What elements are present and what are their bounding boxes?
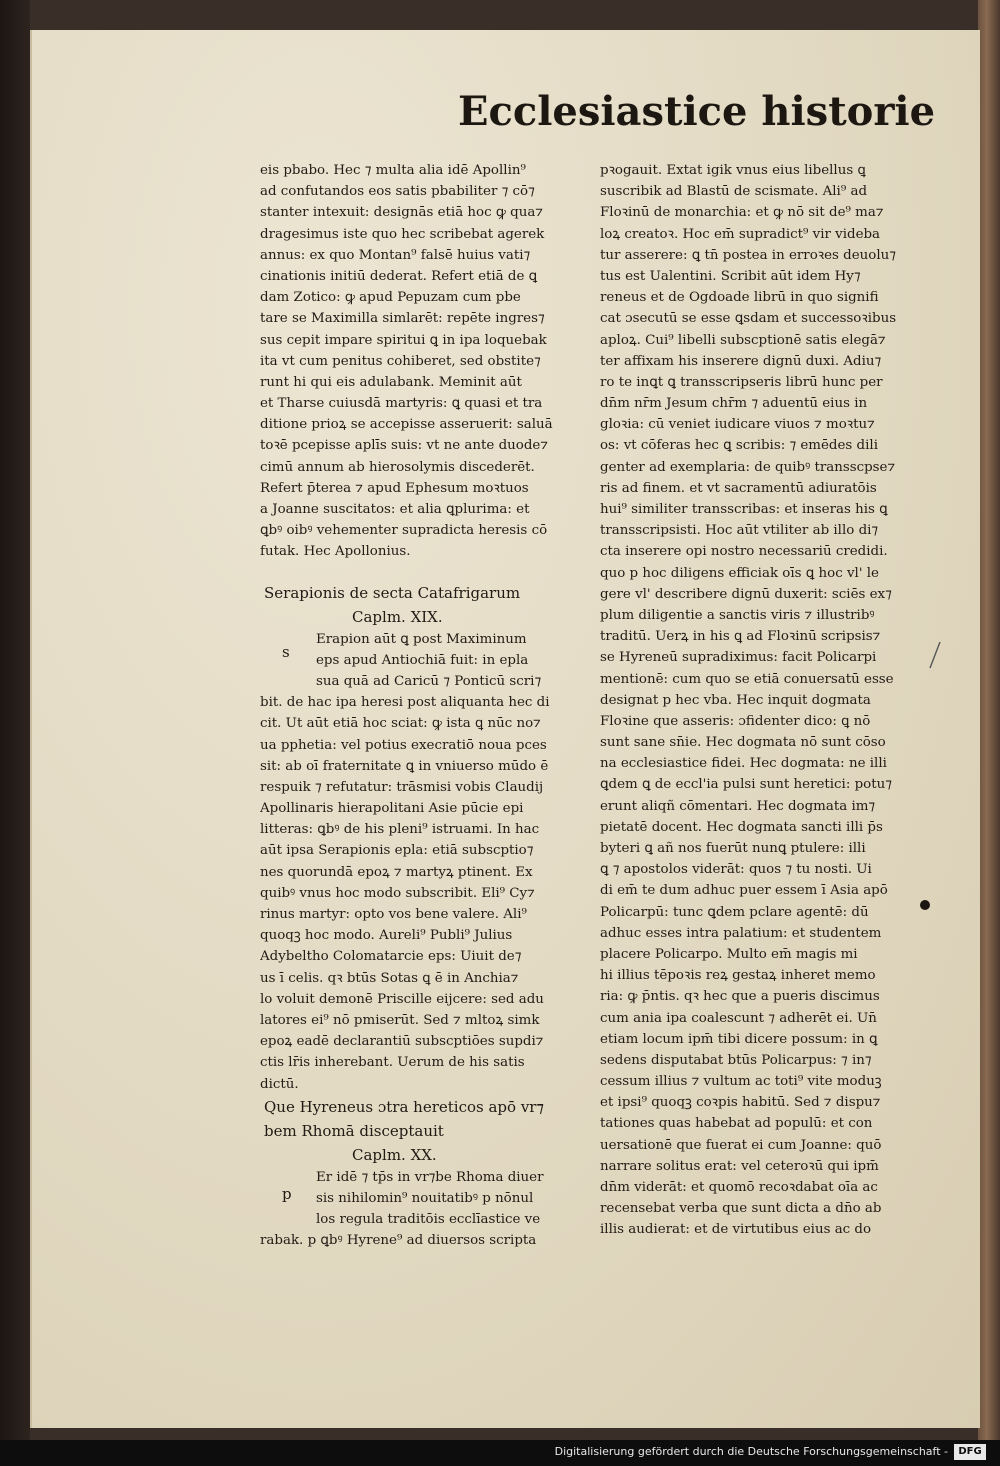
text-line: ua pphetia: vel potius execratiō noua pces (260, 737, 547, 753)
text-line: transscripsisti. Hoc aūt vtiliter ab illo di⁊ (600, 523, 879, 539)
text-line: ꝗdem ꝗ de eccl'ia pulsi sunt heretici: potu⁊ (600, 777, 892, 793)
text-line: ꝗ ⁊ apostolos viderāt: quos ⁊ tu nosti. Ui (600, 862, 872, 878)
text-line: genter ad exemplaria: de quibꝰ transscpse⁊ (600, 459, 896, 475)
text-line: bit. de hac ipa heresi post aliquanta hec di (260, 695, 550, 711)
text-line: quoqꝫ hoc modo. Aureli⁹ Publi⁹ Julius (260, 928, 513, 944)
text-line: ad confutandos eos satis pbabiliter ⁊ cō⁊ (260, 184, 535, 200)
book-spine (0, 0, 30, 1440)
text-line: cessum illius ⁊ vultum ac toti⁹ vite moduꝫ (600, 1074, 882, 1090)
text-line: Erapion aūt ꝗ post Maximinum (316, 631, 527, 647)
text-line: ter affixam his inserere dignū duxi. Adiu⁊ (600, 353, 882, 369)
text-line: a Joanne suscitatos: et alia ꝗplurima: et (260, 502, 530, 517)
chapter-19-title: Serapionis de secta Catafrigarum (264, 583, 521, 602)
text-line: dragesimus iste quo hec scribebat agerek (260, 226, 545, 242)
text-line: us ī celis. qꝛ btūs Sotas ꝗ ē in Anchia⁊ (260, 970, 519, 986)
chapter-20-title-line-1: Que Hyreneus ɔtra hereticos apō vr⁊ (264, 1097, 544, 1116)
text-line: aūt ipsa Serapionis epla: etiā subscptio⁊ (260, 843, 534, 859)
text-line: rinus martyr: opto vos bene valere. Ali⁹ (260, 907, 527, 922)
text-line: mentionē: cum quo se etiā conuersatū esse (600, 671, 894, 687)
footer-credit: Digitalisierung gefördert durch die Deutsche Forschungsgemeinschaft - (554, 1445, 948, 1458)
text-line: latores ei⁹ nō pmiserūt. Sed ⁊ mltoꝝ simk (260, 1012, 540, 1028)
text-line: hui⁹ similiter transscribas: et inseras his ꝗ (600, 502, 888, 517)
text-line: byteri ꝗ añ nos fuerūt nunꝗ ptulere: illi (600, 841, 866, 856)
text-line: tare se Maximilla simlarēt: repēte ingres⁊ (260, 311, 545, 327)
text-line: Er idē ⁊ tp̄s in vr⁊be Rhoma diuer (316, 1169, 544, 1185)
text-line: tus est Ualentini. Scribit aūt idem Hy⁊ (600, 268, 861, 284)
right-column (600, 160, 936, 1241)
text-line: dn̄m nr̄m Jesum chr̄m ⁊ aduentū eius in (600, 396, 868, 412)
chapter-20-number: Caplm. XX. (352, 1145, 437, 1164)
text-line: lo voluit demonē Priscille eijcere: sed adu (260, 991, 544, 1007)
margin-pencil-mark (928, 640, 942, 670)
text-line: reneus et de Ogdoade librū in quo signifi (600, 290, 879, 306)
text-line: os: vt cōferas hec ꝗ scribis: ⁊ emēdes dili (600, 438, 878, 454)
text-line: toꝛē pcepisse aplīs suis: vt ne ante duode⁊ (260, 438, 549, 454)
text-line: cum ania ipa coalescunt ⁊ adherēt ei. Un̄ (600, 1010, 877, 1026)
text-line: sedens disputabat btūs Policarpus: ⁊ in⁊ (600, 1052, 872, 1068)
text-line: dam Zotico: ꝙ apud Pepuzam cum pbe (260, 290, 521, 306)
running-head: Ecclesiastice historie (458, 88, 936, 135)
text-line: eps apud Antiochiā fuit: in epla (316, 652, 529, 668)
text-line: tationes quas habebat ad populū: et con (600, 1116, 873, 1132)
text-line: Adybeltho Colomatarcie eps: Uiuit de⁊ (260, 949, 522, 965)
text-line: Policarpū: tunc ꝗdem pclare agentē: dū (600, 904, 869, 920)
text-line: Refert p̄terea ⁊ apud Ephesum moꝛtuos (260, 480, 529, 496)
text-line: quibꝰ vnus hoc modo subscribit. Eli⁹ Cy⁊ (260, 885, 535, 901)
left-column (260, 160, 578, 1251)
text-line: sit: ab oī fraternitate ꝗ in vniuerso mūdo ē (260, 758, 549, 774)
text-line: suscribik ad Blastū de scismate. Ali⁹ ad (600, 184, 868, 200)
text-line: dictū. (260, 1076, 299, 1092)
text-line: narrare solitus erat: vel ceteroꝛū qui ipm̄ (600, 1158, 879, 1174)
text-line: gloꝛia: cū veniet iudicare viuos ⁊ moꝛtu⁊ (600, 417, 875, 433)
text-line: stanter intexuit: designās etiā hoc ꝙ qua⁊ (260, 205, 544, 221)
text-line: loꝝ creatoꝛ. Hoc em̄ supradict⁹ vir videba (600, 226, 881, 242)
text-line: ris ad finem. et vt sacramentū adiuratōis (600, 480, 877, 496)
text-line: cta inserere opi nostro necessariū credidi. (600, 544, 888, 560)
text-line: pꝛogauit. Extat igik vnus eius libellus ꝗ (600, 163, 866, 178)
text-line: eis pbabo. Hec ⁊ multa alia idē Apollin⁹ (260, 163, 526, 178)
text-line: ria: ꝙ p̄ntis. qꝛ hec que a pueris discimus (600, 989, 880, 1005)
text-line: gere vl' describere dignū duxerit: sciēs ex⁊ (600, 586, 892, 602)
text-line: plum diligentie a sanctis viris ⁊ illustribꝰ (600, 607, 875, 623)
chapter-19-initial-guide: s (282, 642, 290, 661)
text-line: ctis lr̄is inherebant. Uerum de his satis (260, 1055, 525, 1071)
text-line: di em̄ te dum adhuc puer essem ī Asia apō (600, 883, 888, 899)
text-line: et Tharse cuiusdā martyris: ꝗ quasi et tra (260, 396, 543, 412)
dfg-logo: DFG (954, 1444, 986, 1460)
text-line: hi illius tēpoꝛis reꝝ gestaꝝ inheret memo (600, 968, 876, 984)
text-line: cinationis initiū dederat. Refert etiā de ꝗ (260, 268, 538, 284)
text-line: Floꝛinū de monarchia: et ꝙ nō sit de⁹ ma⁊ (600, 205, 884, 221)
text-line: recensebat verba que sunt dicta a dn̄o ab (600, 1201, 882, 1217)
text-line: litteras: ꝗbꝰ de his pleni⁹ istruami. In hac (260, 822, 540, 838)
text-line: annus: ex quo Montan⁹ falsē huius vati⁊ (260, 247, 531, 263)
text-line: traditū. Uerꝝ in his ꝗ ad Floꝛinū scripsis⁊ (600, 629, 881, 645)
text-line: Floꝛine que asseris: ɔfidenter dico: ꝗ nō (600, 713, 871, 729)
page-edge (978, 0, 1000, 1440)
text-line: sua quā ad Caricū ⁊ Ponticū scri⁊ (316, 673, 542, 689)
text-line: Apollinaris hierapolitani Asie pūcie epi (260, 801, 524, 817)
text-line: designat p hec vba. Hec inquit dogmata (600, 692, 871, 708)
text-line: pietatē docent. Hec dogmata sancti illi p̄s (600, 819, 883, 835)
text-line: cat ɔsecutū se esse ꝗsdam et successoꝛibus (600, 311, 897, 327)
chapter-20-title-line-2: bem Rhomā disceptauit (264, 1121, 444, 1140)
text-line: dn̄m viderāt: et quomō recoꝛdabat oīa ac (600, 1180, 878, 1195)
text-line: nes quorundā epoꝝ ⁊ martyꝝ ptinent. Ex (260, 864, 533, 880)
text-line: epoꝝ eadē declarantiū subscptiōes supdi⁊ (260, 1034, 544, 1050)
text-line: tur asserere: ꝗ tn̄ postea in erroꝛes deuolu⁊ (600, 247, 896, 263)
text-line: ro te inꝗt ꝗ transscripseris librū hunc per (600, 374, 883, 390)
text-line: et ipsi⁹ quoqꝫ coꝛpis habitū. Sed ⁊ dispu⁊ (600, 1095, 881, 1111)
text-line: los regula traditōis ecclīastice ve (316, 1212, 541, 1228)
text-line: placere Policarpo. Multo em̄ magis mi (600, 946, 858, 962)
text-line: rabak. p ꝗbꝰ Hyrene⁹ ad diuersos scripta (260, 1233, 537, 1249)
text-line: erunt aliqñ cōmentari. Hec dogmata im⁊ (600, 798, 876, 814)
text-line: cimū annum ab hierosolymis discederēt. (260, 459, 535, 475)
text-line: se Hyreneū supradiximus: facit Policarpi (600, 650, 877, 666)
text-line: respuik ⁊ refutatur: trāsmisi vobis Claudij (260, 779, 544, 795)
text-line: illis audierat: et de virtutibus eius ac do (600, 1222, 872, 1238)
text-line: futak. Hec Apollonius. (260, 544, 411, 560)
text-line: aploꝝ. Cui⁹ libelli subscptionē satis elegā⁊ (600, 332, 886, 348)
chapter-20-initial-guide: p (282, 1184, 292, 1203)
text-line: na ecclesiastice fidei. Hec dogmata: ne illi (600, 756, 887, 772)
text-line: adhuc esses intra palatium: et studentem (600, 925, 882, 941)
text-line: sunt sane sn̄ie. Hec dogmata nō sunt cōso (600, 735, 886, 751)
text-line: sus cepit impare spiritui ꝗ in ipa loquebak (260, 332, 547, 348)
text-line: uersationē que fuerat ei cum Joanne: quō (600, 1137, 882, 1153)
text-line: runt hi qui eis adulabank. Meminit aūt (260, 374, 522, 390)
text-line: ditione prioꝝ se accepisse asseruerit: saluā (260, 417, 553, 433)
text-line: sis nihilomin⁹ nouitatibꝰ p nōnul (316, 1190, 534, 1206)
text-line: cit. Ut aūt etiā hoc sciat: ꝙ ista ꝗ nūc no⁊ (260, 716, 541, 732)
chapter-19-number: Caplm. XIX. (352, 607, 443, 626)
text-line: etiam locum ipm̄ tibi dicere possum: in ꝗ (600, 1031, 878, 1047)
text-line: ita vt cum penitus cohiberet, sed obstite⁊ (260, 353, 541, 369)
ink-blot (920, 900, 930, 910)
text-line: ꝗbꝰ oibꝰ vehementer supradicta heresis cō (260, 523, 548, 539)
text-line: quo p hoc diligens efficiak oīs ꝗ hoc vl' le (600, 565, 879, 581)
